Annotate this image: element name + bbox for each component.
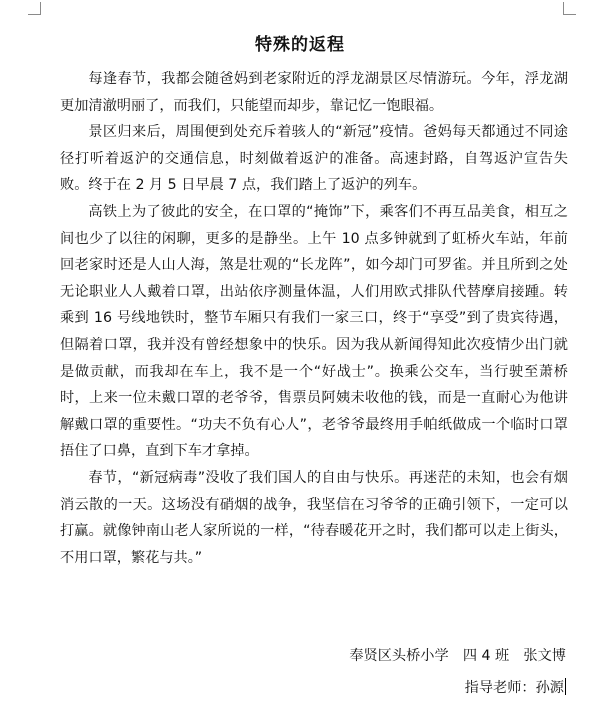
paragraph: 春节，“新冠病毒”没收了我们国人的自由与快乐。再迷茫的未知，也会有烟消云散的一天。这场没有硝烟的战争，我坚信在习爷爷的正确引领下，一定可以打赢。就像钟南山老人家所说的一样，“待春暖花开之时，我们都可以走上街头，不用口罩，繁花与共。”: [60, 469, 568, 566]
text-cursor: [565, 678, 566, 695]
paragraph: 高铁上为了彼此的安全，在口罩的“掩饰”下，乘客们不再互品美食，相互之间也少了以往的闲聊，更多的是静坐。上午 10 点多钟就到了虹桥火车站，年前回老家时还是人山人海，煞是壮观的“长龙阵”，如今却门可罗雀。并且所到之处无论职业人人戴着口罩，出站依序测量体温，人们用欧式排队代替摩肩接踵。转乘到 16 号线地铁时，整节车厢只有我们一家三口，终于“享受”到了贵宾待遇，但隔着口罩，我并没有曾经想象中的快乐。因为我从新闻得知此次疫情少出门就是做贡献，而我却在车上，我不是一个“好战士”。换乘公交车，当行驶至萧桥时，上来一位未戴口罩的老爷爷，售票员阿姨未收他的钱，而是一直耐心为他讲解戴口罩的重要性。“功夫不负有心人”，老爷爷最终用手帕纸做成一个临时口罩捂住了口鼻，直到下车才拿掉。: [60, 203, 568, 460]
author-signature: 奉贤区头桥小学 四 4 班 张文博: [349, 648, 566, 664]
teacher-line: [465, 678, 566, 698]
paragraph: 每逢春节，我都会随爸妈到老家附近的浮龙湖景区尽情游玩。今年，浮龙湖更加清澈明丽了，而我们，只能望而却步，靠记忆一饱眼福。: [60, 71, 568, 114]
crop-mark-top-left: [28, 2, 41, 15]
paragraph: 景区归来后，周围便到处充斥着骇人的“新冠”疫情。爸妈每天都通过不同途径打听着返沪的交通信息，时刻做着返沪的准备。高速封路，自驾返沪宣告失败。终于在 2 月 5 日早晨 7 点，我们踏上了返沪的列车。: [60, 124, 568, 194]
crop-mark-top-right: [563, 2, 576, 15]
document-title: 特殊的返程: [255, 35, 345, 55]
teacher-name: 指导老师：孙源: [464, 680, 564, 696]
document-body: [60, 66, 568, 571]
